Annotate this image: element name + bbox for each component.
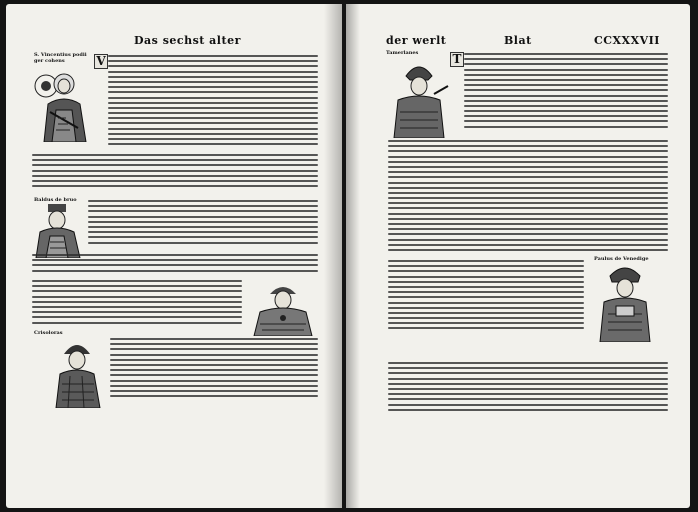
text-column-manuel [32, 280, 242, 327]
text-paragraph-long [388, 140, 668, 254]
text-column-top [464, 53, 668, 131]
gutter-shadow [346, 4, 360, 508]
text-column-baldus [88, 200, 318, 247]
caption-tamerlanes: Tamerlanes [386, 50, 419, 56]
text-column-paulus [388, 260, 584, 333]
gutter-shadow [324, 4, 342, 508]
woodcut-portrait-tamerlanes [388, 58, 450, 138]
caption-crisoloras: Crisoloras [34, 330, 63, 336]
text-column-top [108, 55, 318, 148]
right-running-head-blat: Blat [504, 34, 532, 47]
left-running-head: Das sechst alter [134, 34, 241, 47]
caption-vincentius: S. Vincentius podii ger cohens [34, 52, 87, 64]
woodcut-portrait-vincentius [30, 68, 92, 142]
woodcut-portrait-crisoloras [48, 336, 106, 408]
right-running-head-left: der werlt [386, 34, 447, 47]
initial-letter: T [450, 52, 464, 67]
caption-baldus: Baldus de bruo [34, 197, 77, 203]
text-paragraph-bottom [388, 362, 668, 414]
right-page [346, 4, 690, 508]
text-column-crisoloras [110, 338, 318, 400]
folio-number: CCXXXVII [594, 34, 660, 47]
woodcut-portrait-paulus [594, 262, 656, 342]
text-paragraph-middle [32, 254, 318, 275]
woodcut-portrait-baldus [30, 202, 84, 258]
initial-letter: V [94, 54, 108, 69]
caption-paulus: Paulus de Venedige [594, 256, 649, 262]
text-paragraph-ranulfus [32, 154, 318, 190]
left-page [6, 4, 342, 508]
woodcut-portrait-manuel [250, 280, 316, 336]
